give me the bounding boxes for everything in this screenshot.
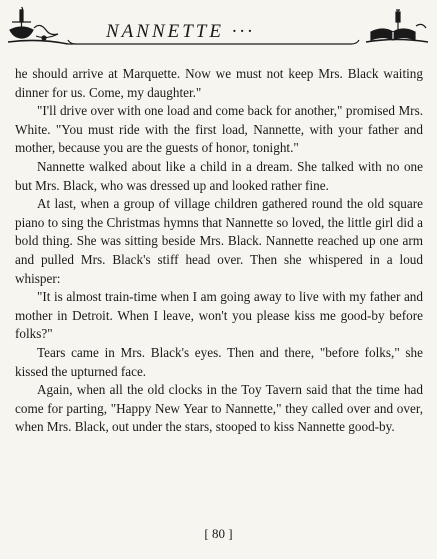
- header-title-dots: ···: [223, 21, 255, 42]
- paragraph-6: Tears came in Mrs. Black's eyes. Then and there, "before folks," she kissed the upturned face.: [15, 344, 423, 379]
- running-header: [6, 6, 431, 52]
- running-header-title: [106, 20, 346, 44]
- page-number: [ 80 ]: [204, 526, 233, 541]
- paragraph-3: Nannette walked about like a child in a dream. She talked with no one but Mrs. Black, who was dressed up and looked rather fine.: [15, 158, 423, 193]
- candle-stand-icon: [8, 7, 68, 44]
- body-text: [15, 65, 423, 437]
- paragraph-1: he should arrive at Marquette. Now we must not keep Mrs. Black waiting dinner for us. Come, my daughter.": [15, 66, 423, 100]
- paragraph-2: "I'll drive over with one load and come back for another," promised Mrs. White. "You must ride with the first load, Nannette, with your father and mother, because you are the guests of honor, tonight.": [15, 103, 423, 156]
- open-book-icon: [366, 10, 428, 42]
- header-title-text: NANNETTE: [106, 21, 224, 42]
- paragraph-4: At last, when a group of village children gathered round the old square piano to sing the Christmas hymns that Nannette so loved, the little girl did a bold thing. She was sitting beside Mrs. Black. Nannette reached up one arm and pulled Mrs. Black's stiff head over. Then she whispered in a loud whisper:: [15, 196, 423, 286]
- paragraph-7: Again, when all the old clocks in the Toy Tavern said that the time had come for parting, "Happy New Year to Nannette," they called over and over, when Mrs. Black, out under the stars, stooped to kiss Nannette good-by.: [15, 382, 423, 435]
- paragraph-5: "It is almost train-time when I am going away to live with my father and mother in Detroit. When I leave, won't you please kiss me good-by before folks?": [15, 289, 423, 342]
